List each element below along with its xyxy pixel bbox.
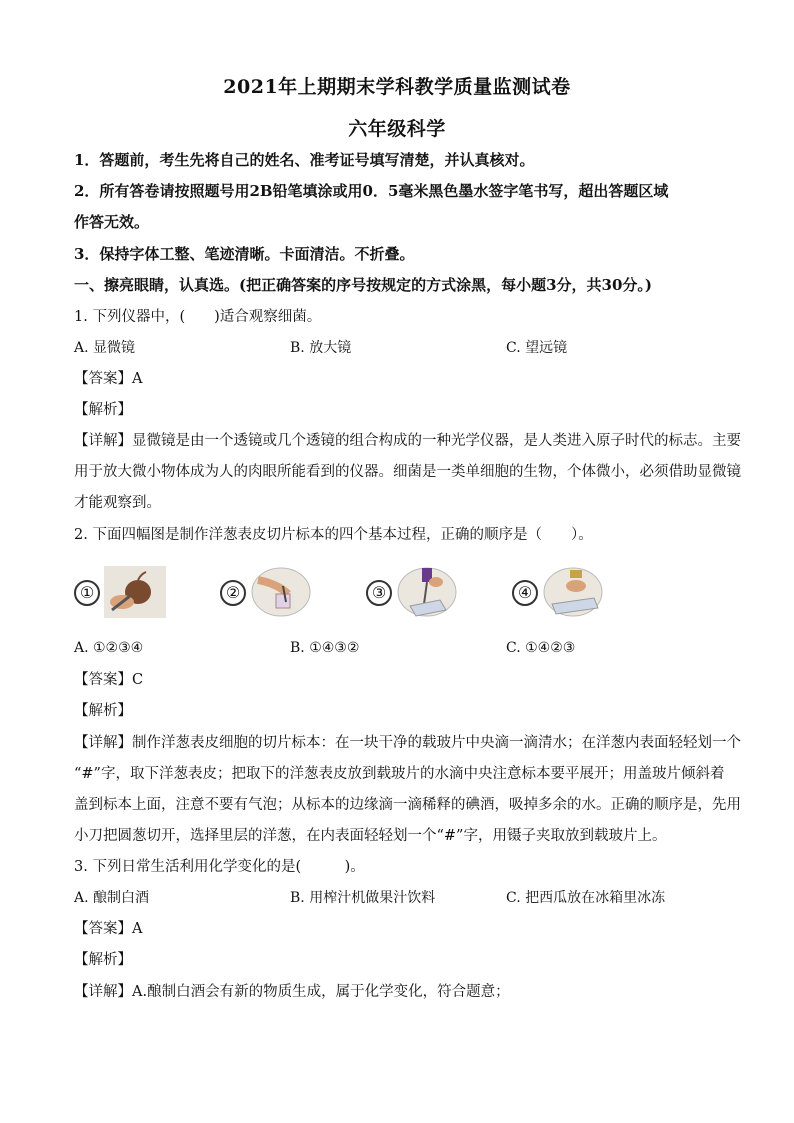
q1-option-a: A. 显微镜 xyxy=(74,340,136,356)
slide-peel-illustration xyxy=(250,566,312,618)
q1-detail-2: 用于放大微小物体成为人的肉眼所能看到的仪器。细菌是一类单细胞的生物，个体微小，必须借助显微镜 xyxy=(74,464,741,480)
instruction-2-cont: 作答无效。 xyxy=(74,213,150,231)
q2-option-c: C. ①④②③ xyxy=(506,640,576,656)
q1-option-c: C. 望远镜 xyxy=(506,340,568,356)
q2-option-b: B. ①④③② xyxy=(290,640,360,656)
q3-option-c: C. 把西瓜放在冰箱里冰冻 xyxy=(506,890,666,906)
q3-option-b: B. 用榨汁机做果汁饮料 xyxy=(290,890,436,906)
instruction-3: 3．保持字体工整、笔迹清晰。卡面清洁。不折叠。 xyxy=(74,245,415,263)
q2-detail-4: 小刀把圆葱切开，选择里层的洋葱，在内表面轻轻划一个“#”字，用镊子夹取放到载玻片上。 xyxy=(74,828,667,844)
figure-number: ① xyxy=(74,580,100,606)
q2-figure-row xyxy=(74,566,634,622)
q2-detail-2: “#”字，取下洋葱表皮；把取下的洋葱表皮放到载玻片的水滴中央注意标本要平展开；用盖玻片倾斜着 xyxy=(74,766,725,782)
figure-number: ④ xyxy=(512,580,538,606)
dropper-illustration xyxy=(396,566,458,618)
figure-number: ③ xyxy=(366,580,392,606)
q3-option-a: A. 酿制白酒 xyxy=(74,890,150,906)
q2-answer: 【答案】C xyxy=(74,672,144,688)
q1-option-b: B. 放大镜 xyxy=(290,340,352,356)
q2-detail-1: 【详解】制作洋葱表皮细胞的切片标本：在一块干净的载玻片中央滴一滴清水；在洋葱内表面轻轻划一个 xyxy=(74,735,741,751)
onion-cutting-illustration xyxy=(104,566,166,618)
q3-detail-1: 【详解】A.酿制白酒会有新的物质生成，属于化学变化，符合题意； xyxy=(74,984,510,1000)
q1-detail-3: 才能观察到。 xyxy=(74,495,161,511)
cover-slip-illustration xyxy=(542,566,604,618)
q2-option-a: A. ①②③④ xyxy=(74,640,144,656)
q1-detail-1: 【详解】显微镜是由一个透镜或几个透镜的组合构成的一种光学仪器，是人类进入原子时代的标志。主要 xyxy=(74,433,741,449)
q1-answer: 【答案】A xyxy=(74,371,143,387)
instruction-1: 1．答题前，考生先将自己的姓名、准考证号填写清楚，并认真核对。 xyxy=(74,151,535,169)
instruction-2: 2．所有答卷请按照题号用2B铅笔填涂或用0．5毫米黑色墨水签字笔书写，超出答题区域 xyxy=(74,182,669,200)
figure-number: ② xyxy=(220,580,246,606)
q3-answer: 【答案】A xyxy=(74,921,143,937)
exam-subtitle: 六年级科学 xyxy=(348,118,446,140)
q2-analysis: 【解析】 xyxy=(74,703,132,719)
q1-stem: 1. 下列仪器中，( )适合观察细菌。 xyxy=(74,309,322,325)
q1-analysis: 【解析】 xyxy=(74,402,132,418)
q3-analysis: 【解析】 xyxy=(74,952,132,968)
q3-stem: 3. 下列日常生活利用化学变化的是( )。 xyxy=(74,859,365,875)
q2-stem: 2. 下面四幅图是制作洋葱表皮切片标本的四个基本过程，正确的顺序是（ ）。 xyxy=(74,527,593,543)
section-heading: 一、擦亮眼睛，认真选。(把正确答案的序号按规定的方式涂黑，每小题3分，共30分。) xyxy=(74,276,653,294)
q2-detail-3: 盖到标本上面，注意不要有气泡；从标本的边缘滴一滴稀释的碘酒，吸掉多余的水。正确的顺序是，先用 xyxy=(74,797,741,813)
exam-title: 2021年上期期末学科教学质量监测试卷 xyxy=(223,76,571,98)
